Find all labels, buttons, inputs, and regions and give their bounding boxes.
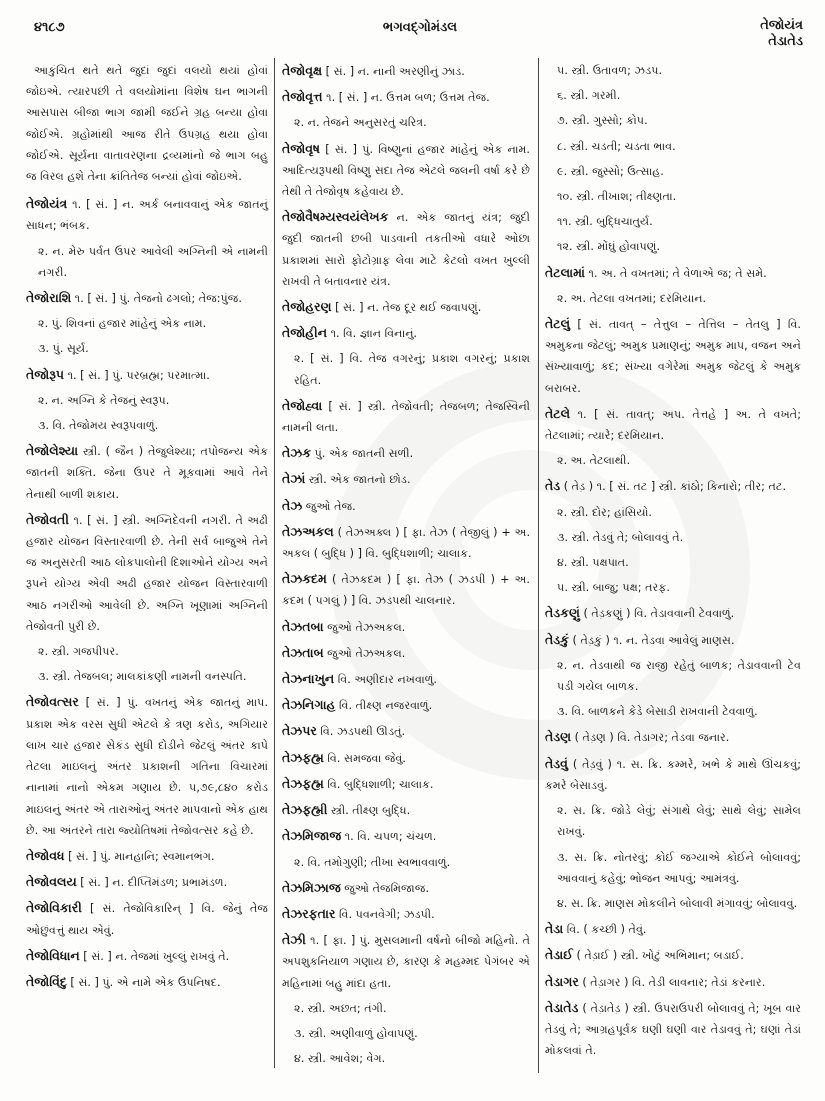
headword: તેજોવલય bbox=[26, 874, 77, 890]
definition: જુઓ તેજમિજાજ. bbox=[344, 881, 430, 895]
definition: જુઓ તેઝઅકલ. bbox=[327, 620, 406, 634]
sense-definition: ૭. સ્ત્રી. ગુસ્સો; કોપ. bbox=[557, 114, 648, 128]
sense-definition: ૪. સ્ત્રી. આવેશ; વેગ. bbox=[294, 1052, 386, 1066]
dictionary-entry bbox=[282, 694, 530, 716]
definition: ૧. [ સં. ] ન. ઉત્તમ બળ; ઉત્તમ તેજ. bbox=[326, 91, 490, 105]
sense-definition: ૨. ન. તેજને અનુસરતું ચરિત્ર. bbox=[294, 116, 427, 130]
dictionary-entry bbox=[282, 720, 530, 742]
headword: તેજોવિંદુ bbox=[26, 973, 67, 989]
headword: તેજોવધ bbox=[26, 847, 65, 863]
headword: તેજોરૂપ bbox=[26, 366, 65, 382]
headword: તેજોવૈષમ્યસ્વયંલેખક bbox=[282, 209, 389, 225]
headword: તેજોરાશિ bbox=[26, 290, 72, 306]
dictionary-entry bbox=[282, 322, 530, 344]
headword: તેજોવતી bbox=[26, 511, 69, 527]
dictionary-entry bbox=[282, 929, 530, 994]
headword: તેડાઈ bbox=[545, 947, 573, 963]
dictionary-entry bbox=[282, 60, 530, 82]
headword: તેડવું bbox=[545, 755, 568, 771]
dictionary-entry bbox=[282, 521, 530, 564]
definition: ( તેડ઼ણ ) વિ. તેડાગર; તેડવા જનાર. bbox=[574, 731, 730, 745]
sense-definition: ૫. સ્ત્રી. બાજુ; પક્ષ; તરફ. bbox=[557, 581, 670, 595]
headword: તેટલું bbox=[545, 316, 571, 332]
dictionary-entry bbox=[545, 313, 801, 399]
dictionary-entry bbox=[26, 440, 268, 505]
dictionary-entry bbox=[282, 442, 530, 464]
definition: સ્ત્રી. ( જૈન ) તેજુલેશ્યા; તપોજન્ય એક જાતની શક્તિ. જેના ઉપર તે મૂકવામાં આવે તેને તેનાથી બાળી શકાય. bbox=[26, 445, 268, 501]
sense-definition: ૨. અ. તેટલા વખતમાં; દરમિયાન. bbox=[557, 291, 707, 305]
definition: ( તેડ઼ાઈ ) સ્ત્રી. ખોટું અભિમાન; બડાઈ. bbox=[576, 949, 744, 963]
definition: [ સં. ] પું. વિષ્ણુનાં હજાર માંહેનું એક નામ. આદિત્યરૂપથી વિષ્ણુ સદા તેજ એટલે જલની વર્ષા કરે છે તેથી તે તેજોવૃષ કહેવાય છે. bbox=[282, 142, 530, 199]
dictionary-entry bbox=[26, 845, 268, 867]
dictionary-entry bbox=[545, 971, 801, 993]
sense-definition: ૪. સ. ક્રિ. માણસ મોકલીને બોલાવી મંગાવવું; બોલાવવું. bbox=[557, 896, 798, 910]
page-number: ૪૧૮૭ bbox=[34, 20, 65, 35]
headword: તેજોવિધાન bbox=[26, 947, 80, 963]
dictionary-entry bbox=[282, 568, 530, 611]
dictionary-entry bbox=[545, 753, 801, 796]
definition: [ સં. ] ન. નાની અરણીનું ઝાડ. bbox=[325, 65, 465, 78]
dictionary-entry bbox=[545, 262, 801, 284]
definition: ૧. વિ. ચપળ; ચંચળ. bbox=[344, 830, 437, 844]
dictionary-entry bbox=[282, 668, 530, 690]
sense-definition: ૨. પું. શિવનાં હજાર માંહેનું એક નામ. bbox=[38, 317, 207, 331]
dictionary-entry bbox=[545, 475, 801, 497]
definition: વિ. બુદ્ધિશાળી; ચાલાક. bbox=[327, 777, 434, 791]
dictionary-entry bbox=[545, 629, 801, 651]
headword: તેજોવૃત્ત bbox=[282, 89, 323, 105]
dictionary-entry bbox=[26, 871, 268, 893]
headword: તેટલે bbox=[545, 405, 571, 421]
headword: તેઝનાખુન bbox=[282, 671, 335, 687]
headword: તેઝફહ્મી bbox=[282, 802, 328, 818]
dictionary-entry bbox=[282, 825, 530, 847]
dictionary-entry bbox=[545, 997, 801, 1062]
headword: તેઝી bbox=[282, 932, 306, 948]
headword: તેઝતાબ bbox=[282, 644, 324, 660]
dictionary-entry bbox=[26, 897, 268, 940]
sense-definition: ૨. [ સં. ] વિ. તેજ વગરનું; પ્રકાશ વગરનું; પ્રકાશ રહિત. bbox=[294, 352, 530, 387]
dictionary-entry bbox=[282, 138, 530, 203]
sense-definition: ૨. વિ. તમોગુણી; તીખા સ્વભાવવાળું. bbox=[294, 855, 451, 869]
definition: [ સં. ] ન. તેજ દૂર થઈ જવાપણું. bbox=[335, 301, 482, 315]
dictionary-entry bbox=[26, 364, 268, 386]
page-header bbox=[0, 0, 825, 52]
headword: તેઝ bbox=[282, 497, 303, 513]
headword: તેઝમિજાજ bbox=[282, 828, 342, 844]
headword: તેઝરફતાર bbox=[282, 905, 336, 921]
headword: તેજોયંત્ર bbox=[26, 196, 68, 212]
headword: તેઝનિગાહ bbox=[282, 697, 336, 713]
dictionary-entry bbox=[545, 726, 801, 748]
dictionary-entry bbox=[26, 509, 268, 637]
column-right bbox=[545, 60, 801, 1065]
sense-definition: ૩. સ્ત્રી. તેજબલ; માલકાંકણી નામની વનસ્પતિ. bbox=[38, 670, 247, 684]
dictionary-entry bbox=[282, 495, 530, 517]
headword: તેઝક bbox=[282, 445, 312, 461]
sense-definition: ૩. પું. સૂર્ય. bbox=[38, 342, 89, 356]
headword: તેડાતેડ bbox=[545, 999, 579, 1015]
headword: તેડા bbox=[545, 921, 564, 937]
headword: તેજોવૃષ bbox=[282, 140, 321, 156]
headword: તેઝતબા bbox=[282, 618, 324, 634]
dictionary-entry bbox=[545, 602, 801, 624]
sense-definition: ૨. ન. મેરુ પર્વત ઉપર આવેલી અગ્નિની એ નામની નગરી. bbox=[38, 244, 268, 279]
headword: તેજોહ્વા bbox=[282, 397, 323, 413]
headword: તેજોહીન bbox=[282, 325, 328, 341]
definition: [ સં. ] પું. વખતનું એક જાતનું માપ. પ્રકાશ એક વરસ સુધી એટલે કે ત્રણ કરોડ, અગિયાર લાખ ચાર હજાર સેકંડ સુધી દોડીને જેટલું અંતર કાપે તેટલા માઇલનું અંતર પ્રકાશની ગતિના વિચારમાં નાનામાં નાનો એકમ ગણાય છે. ૫,૭૯,૮૪૦ કરોડ માઇલનું અંતર એ તારાઓનું અંતર માપવાનો એક હાથ છે. આ અંતરને તારા જ્યોતિષમાં તેજોવત્સર કહે છે. bbox=[26, 696, 268, 837]
headword: તેડકું bbox=[545, 631, 569, 647]
definition: પું. એક જાતની સળી. bbox=[314, 447, 414, 461]
sense-definition: ૨. સ. ક્રિ. જોડે લેવું; સંગાથે લેવું; સાથે લેવું; સામેલ રાખવું. bbox=[557, 804, 801, 839]
sense-definition: ૩. વિ. બાળકને કેડે બેસાડી રાખવાની ટેવવાળું. bbox=[557, 705, 758, 719]
dictionary-entry bbox=[282, 86, 530, 108]
definition: જુઓ તેજ. bbox=[305, 499, 356, 513]
sense-definition: ૩. વિ. તેજોમય સ્વરૂપવાળું. bbox=[38, 419, 159, 433]
sense-definition: ૩. સ. ક્રિ. નોતરવું; કોઈ જગ્યાએ કોઈને બોલાવવું; આવવાનું કહેવું; ભોજન આપવું; આમંત્રવું. bbox=[557, 850, 801, 885]
continued-paragraph: આકુંચિત થતે થતે જુદાં જુદાં વલયો થયાં હોવાં જોઇએ. ત્યારપછી તે વલયોમાંના વિશેષ ઘન ભાગની આસપાસ બીજા ભાગ જામી જઈને ગ્રહ બન્યા હોવા જોઈએ. ગ્રહોમાંથી આજ રીતે ઉપગ્રહ થયા હોવા જોઈએ. સૂર્યના વાતાવરણના દ્રવ્યમાંનો જે ભાગ બહુ જ વિરલ હશે તેના ક્રાંતિતેજ બન્યાં હોવાં જોઇએ. bbox=[26, 64, 268, 184]
definition: ( તેડ઼વું ) ૧. સ. ક્રિ. કમ્મરે, ખભે કે માથે ઊંચકવું; કમરે બેસાડવું. bbox=[545, 757, 801, 792]
dictionary-entry bbox=[282, 773, 530, 795]
definition: ૧. [ સં. તાવત્; અપ. તેત્તહે ] અ. તે વખતે; તેટલામાં; ત્યારે; દરમિયાન. bbox=[545, 407, 801, 443]
headword: તેડકણું bbox=[545, 605, 580, 621]
headword: તેઝઅકલ bbox=[282, 523, 334, 539]
headword: તેડ bbox=[545, 478, 561, 494]
definition: ૧. [ સં. ] સ્ત્રી. અગ્નિદેવની નગરી. તે અઢી હજાર યોજન વિસ્તારવાળી છે. તેની સર્વ બાજુએ તેને જ અનુસરતી આઠ લોકપાલોની દિશાઓને યોગ્ય અને રૂપને યોગ્ય એવી અઢી હજાર યોજન વિસ્તારવાળી આઠ નગરીઓ આવેલી છે. અગ્નિ ખૂણામાં અગ્નિની તેજોવતી પુરી છે. bbox=[26, 513, 268, 633]
definition: ૧. [ ફા. ] પું. મુસલમાની વર્ષનો બીજો મહિનો. તે અપશુકનિયાળ ગણાય છે, કારણ કે મહમ્મદ પેગંબર એ મહિનામાં બહુ માંદા હતા. bbox=[282, 934, 531, 990]
sense-definition: ૨. ન. અગ્નિ કે તેજનું સ્વરૂપ. bbox=[38, 393, 170, 407]
definition: વિ. ( કચ્છી ) તેવું. bbox=[566, 923, 647, 937]
headword: તેજોહરણ bbox=[282, 299, 332, 315]
book-title: ભગવદ્ગોમંડલ bbox=[382, 20, 458, 35]
dictionary-entry bbox=[282, 395, 530, 438]
sense-definition: ૧૨. સ્ત્રી. મોંઘું હોવાપણું. bbox=[557, 240, 661, 254]
dictionary-entry bbox=[282, 296, 530, 318]
dictionary-entry bbox=[26, 971, 268, 993]
sense-definition: ૩. સ્ત્રી. અણીવાળું હોવાપણું. bbox=[294, 1026, 418, 1040]
definition: ( તેઝઅક્લ ) [ ફા. તેઝ ( તેજીલું ) + અ. અકલ ( બુદ્ધિ ) ] વિ. બુદ્ધિશાળી; ચાલાક. bbox=[282, 525, 530, 561]
headword: તેઝાં bbox=[282, 471, 306, 487]
sense-definition: ૨. અ. તેટલાથી. bbox=[557, 454, 631, 468]
dictionary-entry bbox=[545, 918, 801, 940]
dictionary-entry bbox=[282, 747, 530, 769]
definition: ન. એક જાતનું યંત્ર; જુદી જુદી જાતની છબી પાડવાની તકતીઓ વધારે ઓછા પ્રકાશમાં સારો ફોટોગ્રાફ લેવા માટે કેટલો વખત ખુલ્લી રાખવી તે બતાવનાર યંત્ર. bbox=[282, 211, 530, 288]
headword: તેજોવિકારી bbox=[26, 900, 82, 916]
definition: વિ. પવનવેગી; ઝડપી. bbox=[338, 907, 435, 921]
definition: ( તેડ઼કું ) ૧. ન. તેડવા આવેલું માણસ. bbox=[572, 633, 735, 647]
headword: તેઝમિઝાજ bbox=[282, 879, 341, 895]
definition: ( તેડ઼ાતેડ઼ ) સ્ત્રી. ઉપરાઉપરી બોલાવવું તે; ખૂબ વાર તેડવું તે; આગ્રહપૂર્વક ઘણી ઘણી વાર તેડાવવું તે; ઘણાં તેડાં મોકલવાં તે. bbox=[545, 1001, 801, 1058]
headword: તેજોલેશ્યા bbox=[26, 443, 79, 459]
guide-word-bottom: તેડાતેડ bbox=[768, 34, 803, 49]
sense-definition: ૨. સ્ત્રી. ગજપીપર. bbox=[38, 645, 119, 659]
headword: તેઝફહ્મ bbox=[282, 775, 324, 791]
headword: તેઝફહ્મ bbox=[282, 749, 324, 765]
column-divider bbox=[274, 58, 275, 1068]
dictionary-entry bbox=[282, 903, 530, 925]
definition: સ્ત્રી. એક જાતનો છોડ. bbox=[308, 473, 411, 487]
dictionary-entry bbox=[26, 287, 268, 309]
sense-definition: ૫. સ્ત્રી. ઉતાવળ; ઝડપ. bbox=[557, 64, 663, 77]
definition: વિ. તીક્ષ્ણ નજરવાળું. bbox=[339, 699, 433, 713]
definition: [ સં. ] સ્ત્રી. તેજોવતી; તેજબળ; તેજસ્વિની નામની લતા. bbox=[282, 399, 530, 435]
sense-definition: ૧૦. સ્ત્રી. તીખાશ; તીક્ષ્ણતા. bbox=[557, 190, 677, 204]
dictionary-entry bbox=[545, 403, 801, 446]
headword: તેજોવત્સર bbox=[26, 694, 79, 710]
definition: ( તેડ઼ાગર ) વિ. તેડી લાવનાર; તેડાં કરનાર. bbox=[582, 975, 766, 989]
dictionary-entry bbox=[26, 193, 268, 236]
dictionary-entry bbox=[282, 799, 530, 821]
definition: વિ. સમજવા જેવું. bbox=[327, 751, 406, 765]
dictionary-entry bbox=[26, 691, 268, 840]
definition: ( તેડ઼ ) ૧. [ સં. તટ ] સ્ત્રી. કાંઠો; કિનારો; તીર; તટ. bbox=[563, 480, 786, 494]
definition: સ્ત્રી. તીક્ષ્ણ બુદ્ધિ. bbox=[330, 804, 411, 818]
column-divider bbox=[538, 58, 539, 1073]
dictionary-entry bbox=[282, 468, 530, 490]
sense-definition: ૮. સ્ત્રી. ચડતી; ચડતા ભાવ. bbox=[557, 139, 676, 153]
definition: ( તેડ઼કણું ) વિ. તેડાવવાની ટેવવાળું. bbox=[583, 607, 735, 621]
sense-definition: ૪. સ્ત્રી. પક્ષપાત. bbox=[557, 556, 629, 570]
headword: તેડાગર bbox=[545, 973, 579, 989]
definition: ૧. વિ. જ્ઞાન વિનાનું. bbox=[330, 327, 418, 341]
guide-words bbox=[760, 18, 803, 50]
sense-definition: ૬. સ્ત્રી. ગરમી. bbox=[557, 89, 621, 103]
dictionary-entry bbox=[282, 616, 530, 638]
definition: [ સં. તેજોવિકારિન્ ] વિ. જેનું તેજ ઓછુંવત્તું થાય એવું. bbox=[26, 902, 268, 937]
headword: તેઝકદમ bbox=[282, 571, 327, 587]
definition: ૧. [ સં. ] પું. તેજનો ઢગલો; તેજ:પુંજ. bbox=[74, 292, 242, 306]
definition: [ સં. ] ન. તેજમાં ખુલ્લું રાખવું તે. bbox=[83, 949, 230, 963]
sense-definition: ૧૧. સ્ત્રી. બુદ્ધિચાતુર્ય. bbox=[557, 215, 653, 229]
guide-word-top: તેજોયંત્ર bbox=[760, 18, 803, 33]
sense-definition: ૩. સ્ત્રી. તેડવું તે; બોલાવવું તે. bbox=[557, 530, 684, 544]
definition: વિ. અણીદાર નખવાળું. bbox=[337, 673, 437, 687]
definition: ( તેઝકદમ ) [ ફા. તેઝ ( ઝડપી ) + અ. કદમ ( પગલું ) ] વિ. ઝડપથી ચાલનાર. bbox=[282, 573, 530, 608]
column-left bbox=[26, 60, 268, 997]
dictionary-entry bbox=[282, 642, 530, 664]
definition: [ સં. તાવત્ – તેત્તુલ – તેત્તિલ – તેતલુ ] વિ. અમુકના જેટલું; અમુક પ્રમાણનું; અમુક માપ, વજન અને સંખ્યાવાળું; કદ; સંખ્યા વગેરેમાં અમુક જેટલું કે અમુક બરાબર. bbox=[545, 318, 801, 395]
sense-definition: ૨. સ્ત્રી. અછત; તંગી. bbox=[294, 1001, 387, 1015]
definition: [ સં. ] ન. દીપ્તિમંડળ; પ્રભામંડળ. bbox=[80, 876, 228, 890]
headword: તેટલામાં bbox=[545, 264, 585, 280]
definition: ૧. અ. તે વખતમાં; તે વેળાએ જ; તે સમે. bbox=[588, 266, 767, 280]
definition: જુઓ તેઝઅકલ. bbox=[327, 646, 406, 660]
dictionary-entry bbox=[282, 877, 530, 899]
dictionary-entry bbox=[545, 944, 801, 966]
dictionary-entry bbox=[26, 945, 268, 967]
definition: વિ. ઝડપથી ઊડતું. bbox=[320, 725, 406, 739]
definition: [ સં. ] પું. માનહાનિ; સ્વમાનભંગ. bbox=[68, 849, 215, 863]
headword: તેડણ bbox=[545, 729, 572, 745]
sense-definition: ૯. સ્ત્રી. જુસ્સો; ઉત્સાહ. bbox=[557, 164, 664, 178]
sense-definition: ૨. સ્ત્રી. દોર; હાંસિયો. bbox=[557, 505, 652, 519]
definition: ૧. [ સં. ] ન. અર્ક બનાવવાનું એક જાતનું સાધન; ભંબક. bbox=[26, 198, 268, 233]
dictionary-entry bbox=[282, 206, 530, 292]
column-middle bbox=[282, 60, 530, 1073]
definition: [ સં. ] પું. એ નામે એક ઉપનિષદ. bbox=[70, 975, 221, 989]
sense-definition: ૨. ન. તેડવાથી જ રાજી રહેતું બાળક; તેડાવવાની ટેવ પડી ગયેલ બાળક. bbox=[557, 658, 801, 694]
headword: તેઝપર bbox=[282, 723, 317, 739]
definition: ૧. [ સં. ] પું. પરબ્રહ્મ; પરમાત્મા. bbox=[67, 368, 210, 382]
headword: તેજોવૃક્ષ bbox=[282, 63, 323, 78]
